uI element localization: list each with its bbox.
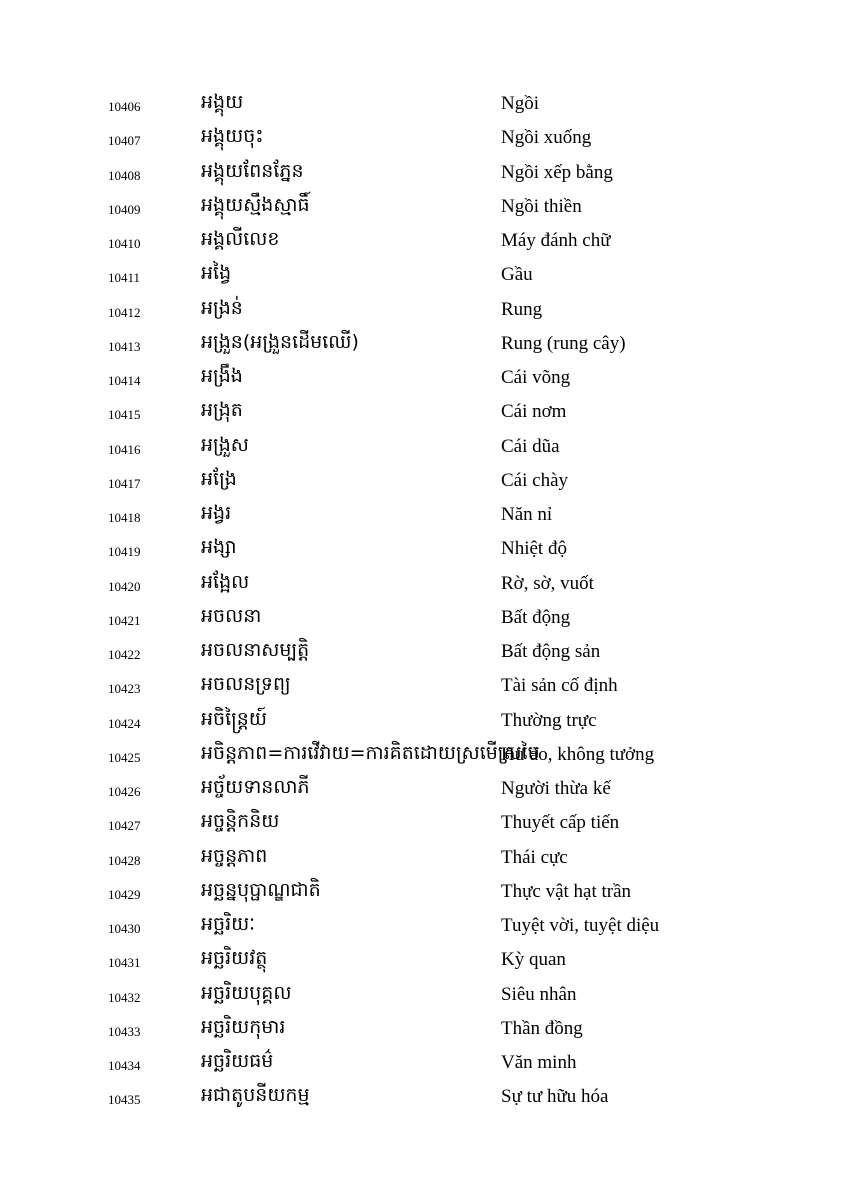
- entry-number: 10415: [108, 407, 141, 423]
- vietnamese-translation: Ngồi xuống: [501, 127, 592, 149]
- entry-number: 10411: [108, 270, 141, 286]
- khmer-term: អច្ចន្តិកនិយ: [201, 810, 280, 833]
- entry-row: [0, 155, 848, 189]
- entry-number: 10416: [108, 441, 141, 457]
- entry-row: [0, 1011, 848, 1045]
- khmer-term: អង្សា: [201, 536, 237, 559]
- entry-number: 10408: [108, 167, 141, 183]
- vietnamese-translation: Cái võng: [501, 367, 571, 388]
- entry-row: [0, 942, 848, 976]
- vietnamese-translation: Bất động: [501, 606, 571, 628]
- entry-row: [0, 360, 848, 394]
- vietnamese-translation: Thực vật hạt trần: [501, 880, 632, 902]
- vietnamese-translation: Cái dũa: [501, 435, 560, 457]
- entry-number: 10414: [108, 373, 141, 388]
- entry-row: [0, 600, 848, 634]
- khmer-term: អង្រួស: [201, 433, 249, 456]
- vietnamese-translation: Cái chày: [501, 469, 569, 491]
- vietnamese-translation: Rung: [501, 298, 543, 320]
- khmer-term: អច្ឆរិយបុគ្គល: [201, 981, 292, 1004]
- entry-number: 10431: [108, 955, 141, 971]
- entry-number: 10413: [108, 338, 141, 354]
- entry-row: [0, 463, 848, 497]
- vietnamese-translation: Ngồi: [501, 93, 539, 114]
- khmer-term: អង្គុយ: [201, 91, 244, 113]
- entry-number: 10434: [108, 1058, 141, 1073]
- entry-number: 10409: [108, 201, 141, 217]
- vietnamese-translation: Ngồi thiền: [501, 195, 582, 217]
- khmer-term: អចិន្តភាព=ការវើវាយ=ការគិតដោយស្រមើស្រមៃ: [201, 741, 540, 764]
- vietnamese-translation: Văn minh: [501, 1052, 577, 1073]
- khmer-term: អចលនាសម្បត្តិ: [201, 639, 310, 661]
- vietnamese-translation: Thái cực: [501, 846, 568, 868]
- khmer-term: អច្ចន្តភាព: [201, 844, 268, 867]
- vietnamese-translation: Người thừa kế: [501, 778, 611, 799]
- entry-number: 10425: [108, 749, 141, 765]
- khmer-term: អង្រួន(អង្រួនដើមឈើ): [201, 330, 359, 353]
- khmer-term: អង្គុយចុះ: [201, 125, 264, 148]
- khmer-term: អច្ច័យទានលាភី: [201, 776, 310, 798]
- vietnamese-translation: Gầu: [501, 264, 533, 286]
- dictionary-entry-list: [0, 86, 848, 1114]
- entry-number: 10420: [108, 578, 141, 594]
- entry-number: 10422: [108, 647, 141, 662]
- khmer-term: អច្ឆរិយវត្ថុ: [201, 947, 268, 970]
- entry-row: [0, 908, 848, 942]
- entry-row: [0, 566, 848, 600]
- entry-row: [0, 223, 848, 257]
- entry-row: [0, 394, 848, 428]
- entry-number: 10424: [108, 715, 141, 731]
- vietnamese-translation: Tài sản cố định: [501, 675, 618, 697]
- entry-row: [0, 1079, 848, 1113]
- entry-number: 10433: [108, 1023, 141, 1039]
- khmer-term: អចិន្ត្រៃយ៍: [201, 707, 267, 730]
- khmer-term: អច្ឆរិយធម៌: [201, 1050, 274, 1072]
- entry-number: 10432: [108, 989, 141, 1005]
- entry-row: [0, 429, 848, 463]
- khmer-term: អចលនា: [201, 604, 262, 627]
- entry-number: 10406: [108, 99, 141, 114]
- entry-row: [0, 668, 848, 702]
- entry-row: [0, 737, 848, 771]
- khmer-term: អង្គលីលេខ: [201, 228, 280, 250]
- khmer-term: អជាតូបនីយកម្ម: [201, 1084, 310, 1107]
- entry-row: [0, 805, 848, 839]
- vietnamese-translation: Nhiệt độ: [501, 538, 567, 560]
- entry-row: [0, 120, 848, 154]
- entry-row: [0, 189, 848, 223]
- vietnamese-translation: Ngồi xếp bằng: [501, 161, 613, 183]
- entry-number: 10427: [108, 818, 141, 834]
- khmer-term: អច្ឆរិយៈ: [201, 913, 256, 935]
- vietnamese-translation: Hư ảo, không tưởng: [501, 743, 655, 765]
- entry-row: [0, 497, 848, 531]
- vietnamese-translation: Năn nỉ: [501, 504, 553, 525]
- vietnamese-translation: Tuyệt vời, tuyệt diệu: [501, 915, 660, 936]
- vietnamese-translation: Thần đồng: [501, 1017, 583, 1039]
- khmer-term: អច្ឆរិយកុមារ: [201, 1015, 286, 1038]
- entry-number: 10412: [108, 304, 141, 320]
- entry-number: 10407: [108, 133, 141, 149]
- entry-row: [0, 86, 848, 120]
- entry-row: [0, 874, 848, 908]
- khmer-term: អង្វរ: [201, 502, 232, 524]
- entry-number: 10419: [108, 544, 141, 560]
- entry-row: [0, 634, 848, 668]
- khmer-term: អង្រុត: [201, 399, 243, 422]
- khmer-term: អង្អែល: [201, 570, 250, 593]
- entry-number: 10423: [108, 681, 141, 697]
- entry-row: [0, 292, 848, 326]
- vietnamese-translation: Bất động sản: [501, 641, 601, 662]
- entry-row: [0, 326, 848, 360]
- vietnamese-translation: Máy đánh chữ: [501, 230, 611, 251]
- entry-row: [0, 1045, 848, 1079]
- entry-number: 10429: [108, 886, 141, 902]
- entry-row: [0, 703, 848, 737]
- entry-number: 10435: [108, 1092, 141, 1108]
- vietnamese-translation: Sự tư hữu hóa: [501, 1086, 609, 1108]
- khmer-term: អង្រឹង: [201, 365, 243, 387]
- vietnamese-translation: Thuyết cấp tiến: [501, 812, 620, 834]
- khmer-term: អង្គុយពែនភ្នែន: [201, 159, 304, 182]
- entry-row: [0, 257, 848, 291]
- entry-number: 10410: [108, 236, 141, 251]
- entry-row: [0, 977, 848, 1011]
- vietnamese-translation: Rờ, sờ, vuốt: [501, 572, 594, 594]
- vietnamese-translation: Thường trực: [501, 709, 597, 731]
- vietnamese-translation: Kỳ quan: [501, 949, 566, 971]
- entry-number: 10421: [108, 612, 141, 628]
- entry-number: 10430: [108, 921, 141, 936]
- khmer-term: អង្គុយស្មឹងស្មាធិ៍: [201, 193, 310, 216]
- entry-number: 10426: [108, 784, 141, 799]
- entry-number: 10418: [108, 510, 141, 525]
- khmer-term: អង្វៃ: [201, 262, 232, 285]
- vietnamese-translation: Siêu nhân: [501, 983, 577, 1005]
- entry-row: [0, 531, 848, 565]
- khmer-term: អង្រន់: [201, 296, 243, 319]
- vietnamese-translation: Cái nơm: [501, 401, 567, 423]
- entry-row: [0, 840, 848, 874]
- vietnamese-translation: Rung (rung cây): [501, 332, 626, 354]
- khmer-term: អង្រែ: [201, 467, 237, 490]
- entry-row: [0, 771, 848, 805]
- khmer-term: អច្ឆន្នបុប្ផាណ្ឌជាតិ: [201, 878, 321, 901]
- entry-number: 10428: [108, 852, 141, 868]
- khmer-term: អចលនទ្រព្យ: [201, 673, 291, 696]
- entry-number: 10417: [108, 475, 141, 491]
